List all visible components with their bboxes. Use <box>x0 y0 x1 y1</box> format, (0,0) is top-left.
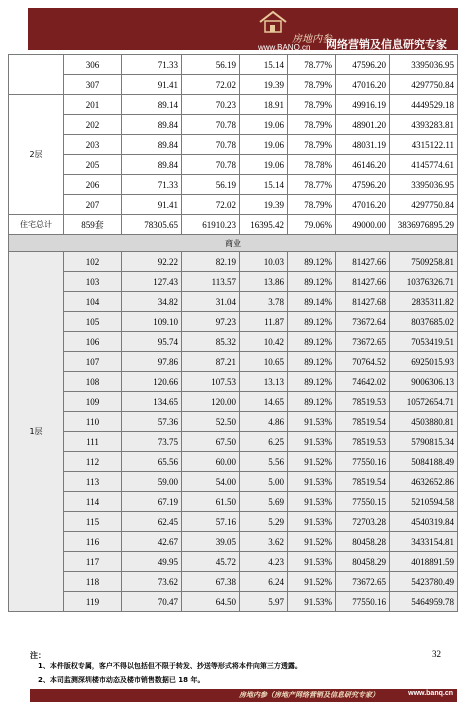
value-cell: 48031.19 <box>336 135 390 155</box>
value-cell: 72.02 <box>182 75 240 95</box>
value-cell: 89.84 <box>122 135 182 155</box>
value-cell: 107.53 <box>182 372 240 392</box>
page-number: 32 <box>432 649 441 659</box>
value-cell: 78519.54 <box>336 472 390 492</box>
table-row <box>9 492 458 512</box>
value-cell: 61.50 <box>182 492 240 512</box>
value-cell: 3.62 <box>240 532 288 552</box>
unit-cell: 307 <box>64 75 122 95</box>
value-cell: 73672.64 <box>336 312 390 332</box>
value-cell: 64.50 <box>182 592 240 612</box>
notes-title: 注： <box>30 651 46 660</box>
value-cell: 70.23 <box>182 95 240 115</box>
note-2: 2、本司监测深圳楼市动态及楼市销售数据已 18 年。 <box>38 676 205 684</box>
commercial-section-label: 商业 <box>9 235 458 252</box>
value-cell: 78.77% <box>288 175 336 195</box>
unit-cell: 102 <box>64 252 122 272</box>
value-cell: 89.12% <box>288 332 336 352</box>
value-cell: 10572654.71 <box>390 392 458 412</box>
value-cell: 109.10 <box>122 312 182 332</box>
value-cell: 89.12% <box>288 372 336 392</box>
unit-cell: 117 <box>64 552 122 572</box>
value-cell: 48901.20 <box>336 115 390 135</box>
value-cell: 78.79% <box>288 115 336 135</box>
value-cell: 4632652.86 <box>390 472 458 492</box>
value-cell: 6.24 <box>240 572 288 592</box>
table-row <box>9 532 458 552</box>
value-cell: 2835311.82 <box>390 292 458 312</box>
value-cell: 89.12% <box>288 352 336 372</box>
value-cell: 127.43 <box>122 272 182 292</box>
table-row <box>9 572 458 592</box>
value-cell: 89.12% <box>288 252 336 272</box>
value-cell: 89.14 <box>122 95 182 115</box>
value-cell: 9006306.13 <box>390 372 458 392</box>
unit-cell: 109 <box>64 392 122 412</box>
value-cell: 4315122.11 <box>390 135 458 155</box>
value-cell: 85.32 <box>182 332 240 352</box>
value-cell: 62.45 <box>122 512 182 532</box>
value-cell: 97.86 <box>122 352 182 372</box>
total-label: 住宅总计 <box>9 215 64 235</box>
table-row <box>9 412 458 432</box>
value-cell: 70764.52 <box>336 352 390 372</box>
value-cell: 4018891.59 <box>390 552 458 572</box>
value-cell: 77550.16 <box>336 592 390 612</box>
value-cell: 91.53% <box>288 512 336 532</box>
value-cell: 120.66 <box>122 372 182 392</box>
value-cell: 78.79% <box>288 135 336 155</box>
value-cell: 11.87 <box>240 312 288 332</box>
value-cell: 134.65 <box>122 392 182 412</box>
table-row <box>9 292 458 312</box>
sales-table <box>8 54 458 612</box>
value-cell: 18.91 <box>240 95 288 115</box>
value-cell: 89.14% <box>288 292 336 312</box>
value-cell: 5423780.49 <box>390 572 458 592</box>
table-row <box>9 472 458 492</box>
table-row <box>9 392 458 412</box>
unit-cell: 119 <box>64 592 122 612</box>
value-cell: 91.52% <box>288 532 336 552</box>
unit-cell: 103 <box>64 272 122 292</box>
house-logo-icon <box>258 9 288 33</box>
table-row <box>9 55 458 75</box>
value-cell: 91.53% <box>288 432 336 452</box>
value-cell: 5.97 <box>240 592 288 612</box>
table-row <box>9 452 458 472</box>
value-cell: 46146.20 <box>336 155 390 175</box>
value-cell: 70.78 <box>182 115 240 135</box>
value-cell: 19.06 <box>240 115 288 135</box>
value-cell: 5.00 <box>240 472 288 492</box>
table-row <box>9 195 458 215</box>
value-cell: 6.25 <box>240 432 288 452</box>
section-header-row <box>9 235 458 252</box>
value-cell: 89.12% <box>288 392 336 412</box>
value-cell: 91.41 <box>122 195 182 215</box>
value-cell: 4393283.81 <box>390 115 458 135</box>
value-cell: 39.05 <box>182 532 240 552</box>
value-cell: 77550.16 <box>336 452 390 472</box>
page-header <box>0 0 465 58</box>
note-1: 1、本件版权专属，客户不得以包括但不限于转发、抄送等形式将本件向第三方透露。 <box>38 662 302 670</box>
value-cell: 91.53% <box>288 492 336 512</box>
value-cell: 5.29 <box>240 512 288 532</box>
table-row <box>9 352 458 372</box>
value-cell: 10.65 <box>240 352 288 372</box>
table-row <box>9 252 458 272</box>
value-cell: 120.00 <box>182 392 240 412</box>
unit-cell: 205 <box>64 155 122 175</box>
value-cell: 97.23 <box>182 312 240 332</box>
value-cell: 4.86 <box>240 412 288 432</box>
value-cell: 45.72 <box>182 552 240 572</box>
unit-cell: 115 <box>64 512 122 532</box>
value-cell: 6925015.93 <box>390 352 458 372</box>
value-cell: 89.12% <box>288 312 336 332</box>
value-cell: 89.84 <box>122 155 182 175</box>
value-cell: 91.52% <box>288 452 336 472</box>
value-cell: 78.78% <box>288 155 336 175</box>
unit-cell: 105 <box>64 312 122 332</box>
value-cell: 60.00 <box>182 452 240 472</box>
unit-cell: 306 <box>64 55 122 75</box>
total-value: 3836976895.29 <box>390 215 458 235</box>
value-cell: 47596.20 <box>336 55 390 75</box>
value-cell: 57.36 <box>122 412 182 432</box>
value-cell: 78519.54 <box>336 412 390 432</box>
value-cell: 81427.66 <box>336 252 390 272</box>
value-cell: 42.67 <box>122 532 182 552</box>
value-cell: 78519.53 <box>336 432 390 452</box>
value-cell: 4540319.84 <box>390 512 458 532</box>
unit-cell: 201 <box>64 95 122 115</box>
value-cell: 5.69 <box>240 492 288 512</box>
table-row <box>9 155 458 175</box>
value-cell: 89.12% <box>288 272 336 292</box>
value-cell: 47596.20 <box>336 175 390 195</box>
value-cell: 65.56 <box>122 452 182 472</box>
value-cell: 14.65 <box>240 392 288 412</box>
value-cell: 3433154.81 <box>390 532 458 552</box>
value-cell: 56.19 <box>182 55 240 75</box>
value-cell: 73.62 <box>122 572 182 592</box>
logo-text: 房地内参 <box>292 34 332 45</box>
unit-cell: 202 <box>64 115 122 135</box>
table-row <box>9 432 458 452</box>
value-cell: 4297750.84 <box>390 75 458 95</box>
value-cell: 5790815.34 <box>390 432 458 452</box>
value-cell: 91.53% <box>288 412 336 432</box>
value-cell: 82.19 <box>182 252 240 272</box>
value-cell: 72703.28 <box>336 512 390 532</box>
table-row <box>9 135 458 155</box>
value-cell: 4145774.61 <box>390 155 458 175</box>
unit-cell: 107 <box>64 352 122 372</box>
value-cell: 67.38 <box>182 572 240 592</box>
value-cell: 13.86 <box>240 272 288 292</box>
value-cell: 81427.66 <box>336 272 390 292</box>
value-cell: 19.39 <box>240 195 288 215</box>
value-cell: 31.04 <box>182 292 240 312</box>
value-cell: 70.47 <box>122 592 182 612</box>
value-cell: 8037685.02 <box>390 312 458 332</box>
value-cell: 87.21 <box>182 352 240 372</box>
unit-cell: 108 <box>64 372 122 392</box>
value-cell: 73672.65 <box>336 572 390 592</box>
unit-cell: 110 <box>64 412 122 432</box>
total-count: 859套 <box>64 215 122 235</box>
value-cell: 52.50 <box>182 412 240 432</box>
value-cell: 5464959.78 <box>390 592 458 612</box>
value-cell: 19.06 <box>240 155 288 175</box>
value-cell: 34.82 <box>122 292 182 312</box>
value-cell: 5210594.58 <box>390 492 458 512</box>
unit-cell: 203 <box>64 135 122 155</box>
unit-cell: 112 <box>64 452 122 472</box>
unit-cell: 114 <box>64 492 122 512</box>
value-cell: 92.22 <box>122 252 182 272</box>
value-cell: 47016.20 <box>336 195 390 215</box>
value-cell: 57.16 <box>182 512 240 532</box>
table-row <box>9 312 458 332</box>
unit-cell: 207 <box>64 195 122 215</box>
value-cell: 91.53% <box>288 592 336 612</box>
value-cell: 91.53% <box>288 472 336 492</box>
floor-label: 2层 <box>9 95 64 215</box>
value-cell: 78.79% <box>288 195 336 215</box>
value-cell: 3.78 <box>240 292 288 312</box>
value-cell: 15.14 <box>240 175 288 195</box>
value-cell: 4449529.18 <box>390 95 458 115</box>
total-value: 49000.00 <box>336 215 390 235</box>
value-cell: 54.00 <box>182 472 240 492</box>
value-cell: 5084188.49 <box>390 452 458 472</box>
value-cell: 7053419.51 <box>390 332 458 352</box>
value-cell: 3395036.95 <box>390 55 458 75</box>
logo-site: www.BANQ.cn <box>258 43 311 52</box>
unit-cell: 104 <box>64 292 122 312</box>
value-cell: 67.19 <box>122 492 182 512</box>
unit-cell: 106 <box>64 332 122 352</box>
value-cell: 80458.29 <box>336 552 390 572</box>
unit-cell: 116 <box>64 532 122 552</box>
value-cell: 59.00 <box>122 472 182 492</box>
unit-cell: 118 <box>64 572 122 592</box>
value-cell: 71.33 <box>122 175 182 195</box>
total-value: 78305.65 <box>122 215 182 235</box>
value-cell: 19.39 <box>240 75 288 95</box>
unit-cell: 113 <box>64 472 122 492</box>
value-cell: 73.75 <box>122 432 182 452</box>
table-row <box>9 175 458 195</box>
value-cell: 10376326.71 <box>390 272 458 292</box>
value-cell: 13.13 <box>240 372 288 392</box>
value-cell: 91.41 <box>122 75 182 95</box>
value-cell: 71.33 <box>122 55 182 75</box>
table-row <box>9 552 458 572</box>
value-cell: 5.56 <box>240 452 288 472</box>
value-cell: 80458.28 <box>336 532 390 552</box>
value-cell: 19.06 <box>240 135 288 155</box>
value-cell: 91.52% <box>288 572 336 592</box>
value-cell: 56.19 <box>182 175 240 195</box>
value-cell: 78.79% <box>288 75 336 95</box>
value-cell: 4503880.81 <box>390 412 458 432</box>
value-cell: 67.50 <box>182 432 240 452</box>
total-value: 16395.42 <box>240 215 288 235</box>
value-cell: 81427.68 <box>336 292 390 312</box>
unit-cell: 111 <box>64 432 122 452</box>
value-cell: 113.57 <box>182 272 240 292</box>
value-cell: 3395036.95 <box>390 175 458 195</box>
value-cell: 70.78 <box>182 155 240 175</box>
value-cell: 78.79% <box>288 95 336 115</box>
total-value: 61910.23 <box>182 215 240 235</box>
value-cell: 49.95 <box>122 552 182 572</box>
page-footer <box>8 646 457 708</box>
unit-cell: 206 <box>64 175 122 195</box>
value-cell: 73672.65 <box>336 332 390 352</box>
value-cell: 15.14 <box>240 55 288 75</box>
table-row <box>9 592 458 612</box>
value-cell: 4.23 <box>240 552 288 572</box>
value-cell: 4297750.84 <box>390 195 458 215</box>
value-cell: 70.78 <box>182 135 240 155</box>
value-cell: 95.74 <box>122 332 182 352</box>
footer-bar <box>30 689 457 702</box>
table-row <box>9 95 458 115</box>
table-row <box>9 75 458 95</box>
value-cell: 72.02 <box>182 195 240 215</box>
table-row <box>9 372 458 392</box>
value-cell: 78519.53 <box>336 392 390 412</box>
header-title: 网络营销及信息研究专家 <box>326 38 447 51</box>
table-row <box>9 115 458 135</box>
footer-site: www.banq.cn <box>408 690 453 697</box>
value-cell: 49916.19 <box>336 95 390 115</box>
value-cell: 47016.20 <box>336 75 390 95</box>
table-row <box>9 512 458 532</box>
floor-cell-continued <box>9 55 64 95</box>
value-cell: 7509258.81 <box>390 252 458 272</box>
value-cell: 77550.15 <box>336 492 390 512</box>
value-cell: 91.53% <box>288 552 336 572</box>
value-cell: 74642.02 <box>336 372 390 392</box>
total-value: 79.06% <box>288 215 336 235</box>
floor-label: 1层 <box>9 252 64 612</box>
total-row <box>9 215 458 235</box>
table-row <box>9 272 458 292</box>
footer-brand: 房地内参（房地产网络营销及信息研究专家） <box>239 691 379 699</box>
value-cell: 10.42 <box>240 332 288 352</box>
table-row <box>9 332 458 352</box>
value-cell: 10.03 <box>240 252 288 272</box>
value-cell: 78.77% <box>288 55 336 75</box>
value-cell: 89.84 <box>122 115 182 135</box>
